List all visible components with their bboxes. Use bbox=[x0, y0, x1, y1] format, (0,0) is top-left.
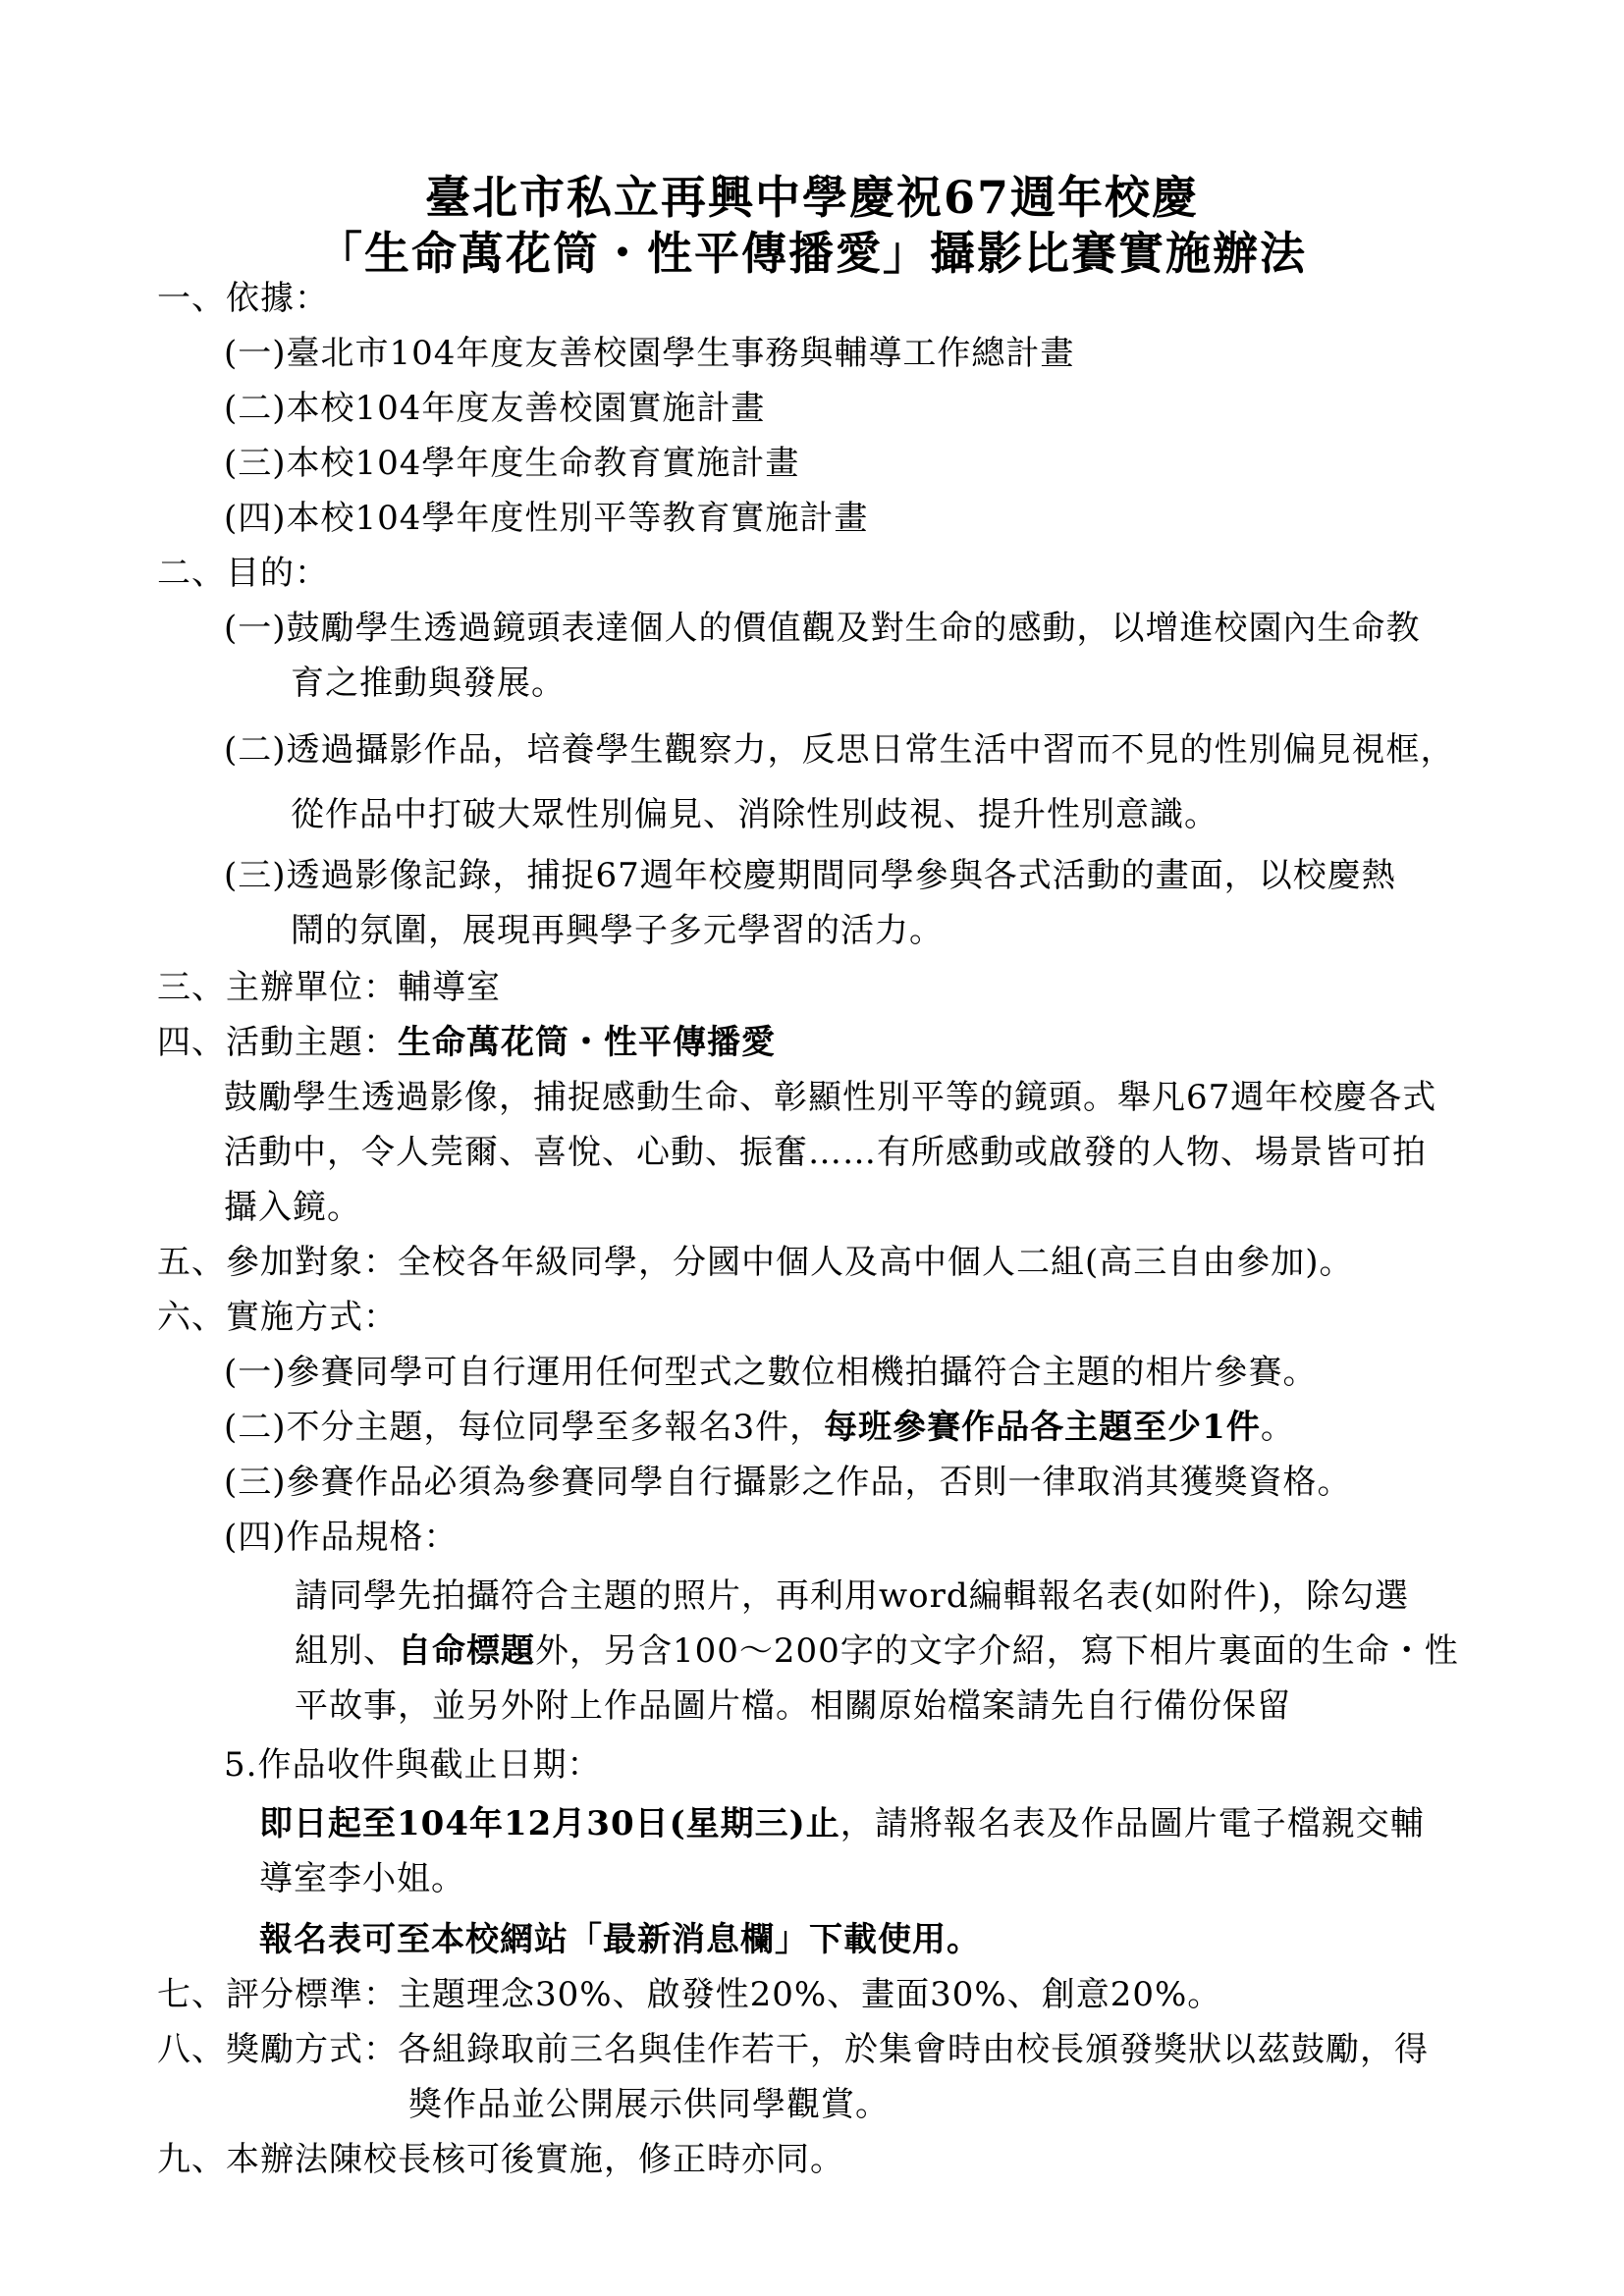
section-2-item-2: (二)透過攝影作品，培養學生觀察力，反思日常生活中習而不見的性別偏見視框， bbox=[224, 730, 1455, 770]
section-4-body-2: 活動中，令人莞爾、喜悅、心動、振奮……有所感動或啟發的人物、場景皆可拍 bbox=[224, 1133, 1427, 1172]
section-6-item-1: (一)參賽同學可自行運用任何型式之數位相機拍攝符合主題的相片參賽。 bbox=[224, 1353, 1318, 1392]
section-6-item-2-text: (二)不分主題，每位同學至多報名3件， bbox=[224, 1408, 825, 1447]
section-1-heading: 一、依據： bbox=[157, 279, 329, 318]
section-6-heading: 六、實施方式： bbox=[157, 1298, 398, 1337]
spec-line-2-pre: 組別、 bbox=[295, 1631, 398, 1671]
section-6-item-2 bbox=[224, 1406, 1295, 1449]
spec-line-2 bbox=[295, 1629, 1459, 1673]
deadline-line-2: 導室李小姐。 bbox=[259, 1859, 465, 1898]
section-1-item-4: (四)本校104學年度性別平等教育實施計畫 bbox=[224, 499, 869, 538]
section-1-item-3: (三)本校104學年度生命教育實施計畫 bbox=[224, 444, 800, 483]
section-2-item-1: (一)鼓勵學生透過鏡頭表達個人的價值觀及對生命的感動，以增進校園內生命教 bbox=[224, 609, 1421, 648]
section-2-item-2-cont: 從作品中打破大眾性別偏見、消除性別歧視、提升性別意識。 bbox=[291, 795, 1218, 834]
section-7: 七、評分標準：主題理念30%、啟發性20%、畫面30%、創意20%。 bbox=[157, 1975, 1222, 2014]
section-2-item-3-cont: 鬧的氛圍，展現再興學子多元學習的活力。 bbox=[291, 911, 944, 950]
section-6-item-2-end: 。 bbox=[1260, 1408, 1295, 1447]
spec-line-1: 請同學先拍攝符合主題的照片，再利用word編輯報名表(如附件)，除勾選 bbox=[295, 1576, 1410, 1616]
deadline-rest: ，請將報名表及作品圖片電子檔親交輔 bbox=[839, 1804, 1425, 1843]
section-6-item-2-emphasis: 每班參賽作品各主題至少1件 bbox=[824, 1408, 1261, 1447]
spec-line-2-post: 外，另含100～200字的文字介紹，寫下相片裏面的生命・性 bbox=[535, 1631, 1459, 1671]
section-6-item-3: (三)參賽作品必須為參賽同學自行攝影之作品，否則一律取消其獲獎資格。 bbox=[224, 1463, 1352, 1502]
document-title: 臺北市私立再興中學慶祝67週年校慶 bbox=[424, 171, 1199, 224]
section-6-item-5: 5.作品收件與截止日期： bbox=[224, 1745, 602, 1785]
section-1-item-1: (一)臺北市104年度友善校園學生事務與輔導工作總計畫 bbox=[224, 334, 1075, 373]
spec-line-2-bold: 自命標題 bbox=[398, 1631, 535, 1671]
deadline-line bbox=[259, 1802, 1425, 1845]
section-8-cont: 獎作品並公開展示供同學觀賞。 bbox=[408, 2085, 890, 2124]
section-1-item-2: (二)本校104年度友善校園實施計畫 bbox=[224, 389, 766, 428]
section-4-body-3: 攝入鏡。 bbox=[224, 1188, 361, 1227]
activity-theme: 生命萬花筒・性平傳播愛 bbox=[398, 1023, 776, 1062]
section-6-item-4: (四)作品規格： bbox=[224, 1518, 459, 1557]
section-2-heading: 二、目的： bbox=[157, 554, 329, 593]
section-5: 五、參加對象：全校各年級同學，分國中個人及高中個人二組(高三自由參加)。 bbox=[157, 1243, 1354, 1282]
section-4-heading bbox=[157, 1021, 776, 1064]
section-8: 八、獎勵方式：各組錄取前三名與佳作若干，於集會時由校長頒發獎狀以茲鼓勵，得 bbox=[157, 2030, 1429, 2069]
spec-line-3: 平故事，並另外附上作品圖片檔。相關原始檔案請先自行備份保留 bbox=[295, 1686, 1291, 1726]
section-2-item-3: (三)透過影像記錄，捕捉67週年校慶期間同學參與各式活動的畫面，以校慶熱 bbox=[224, 856, 1396, 895]
download-notice: 報名表可至本校網站「最新消息欄」下載使用。 bbox=[259, 1920, 981, 1959]
section-3: 三、主辦單位：輔導室 bbox=[157, 968, 501, 1007]
section-4-body-1: 鼓勵學生透過影像，捕捉感動生命、彰顯性別平等的鏡頭。舉凡67週年校慶各式 bbox=[224, 1078, 1437, 1117]
section-2-item-1-cont: 育之推動與發展。 bbox=[291, 664, 566, 703]
section-9: 九、本辦法陳校長核可後實施，修正時亦同。 bbox=[157, 2140, 844, 2179]
deadline-date: 即日起至104年12月30日(星期三)止 bbox=[259, 1804, 840, 1843]
section-4-label: 四、活動主題： bbox=[157, 1023, 398, 1062]
document-subtitle: 「生命萬花筒・性平傳播愛」攝影比賽實施辦法 bbox=[317, 227, 1307, 280]
